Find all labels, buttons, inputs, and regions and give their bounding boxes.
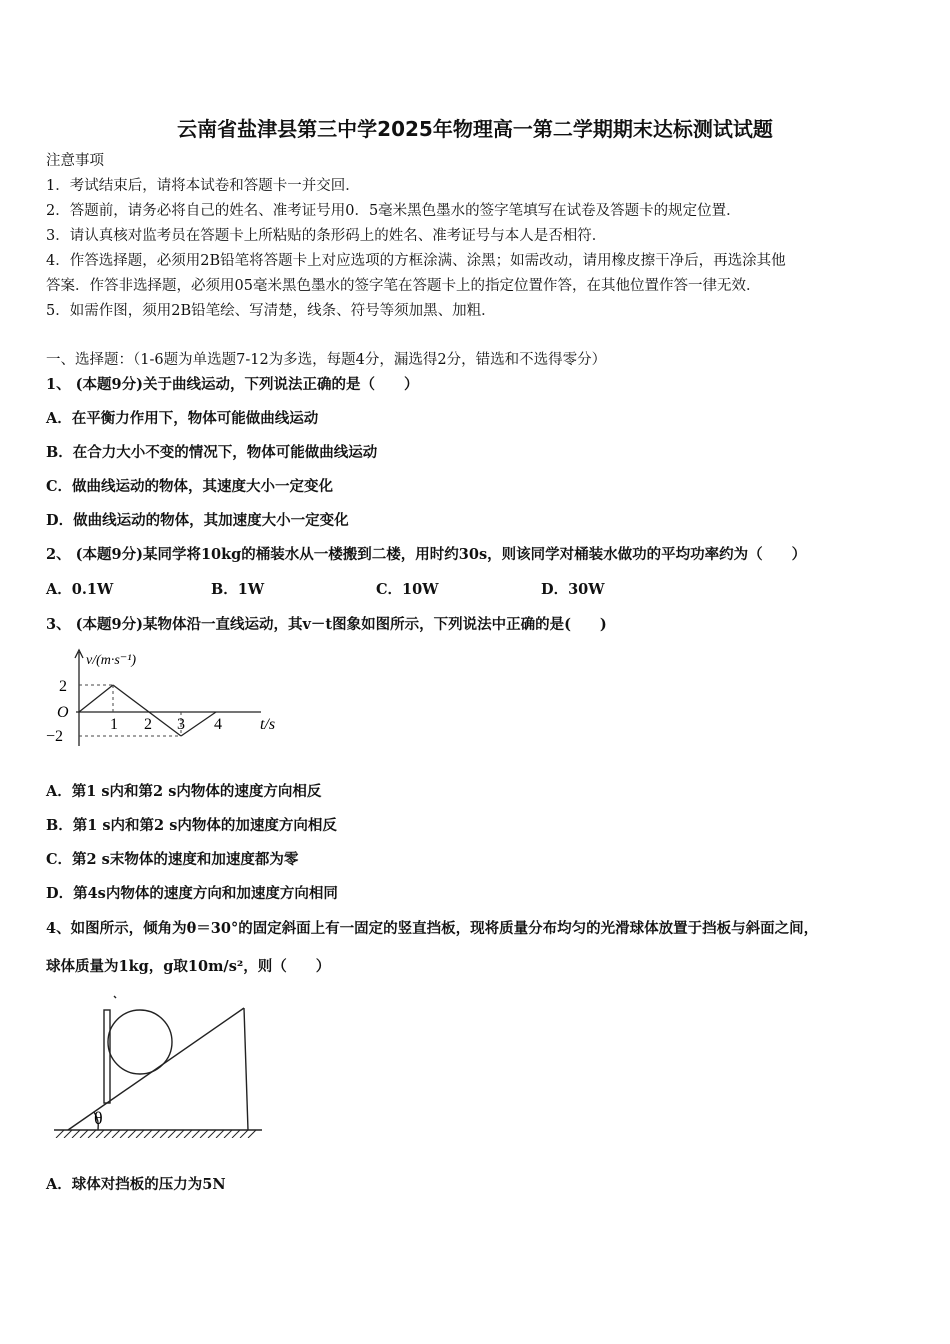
vt-line-seg-3: [181, 712, 216, 736]
graph-y-pos-label: 2: [59, 678, 67, 695]
question-4-stem-line-2: 球体质量为1kg，g取10m/s²，则（ ）: [46, 958, 331, 975]
q3-option-c: C．第2 s末物体的速度和加速度都为零: [46, 851, 299, 868]
notice-item-4: 4．作答选择题，必须用2B铅笔将答题卡上对应选项的方框涂满、涂黑；如需改动，请用橡皮擦干净后，再选涂其他: [46, 253, 786, 269]
incline-figure: [50, 990, 265, 1138]
question-3-stem: 3、 (本题9分)某物体沿一直线运动，其v－t图象如图所示，下列说法中正确的是( ): [46, 616, 607, 633]
graph-xtick-3: 3: [177, 716, 185, 733]
vt-graph: [46, 644, 296, 750]
q2-option-c: C．10W: [376, 581, 439, 598]
notice-item-2: 2．答题前，请务必将自己的姓名、准考证号用0．5毫米黑色墨水的签字笔填写在试卷及答题卡的规定位置．: [46, 203, 741, 219]
question-4-stem-line-1: 4、如图所示，倾角为θ＝30°的固定斜面上有一固定的竖直挡板，现将质量分布均匀的光滑球体放置于挡板与斜面之间，: [46, 920, 819, 937]
q2-option-d: D．30W: [541, 581, 605, 598]
incline-vertical-side: [244, 1008, 248, 1130]
graph-xtick-2: 2: [144, 716, 152, 733]
q1-option-d: D．做曲线运动的物体，其加速度大小一定变化: [46, 512, 349, 529]
question-1-stem: 1、 (本题9分)关于曲线运动，下列说法正确的是（ ）: [46, 376, 419, 393]
q4-option-a: A．球体对挡板的压力为5N: [46, 1176, 226, 1193]
notice-heading: 注意事项: [46, 153, 104, 169]
page-title: 云南省盐津县第三中学2025年物理高一第二学期期末达标测试试题: [177, 117, 773, 141]
sphere: [108, 1010, 172, 1074]
graph-y-neg-label: −2: [46, 728, 64, 745]
q2-option-b: B．1W: [211, 581, 265, 598]
q1-option-b: B．在合力大小不变的情况下，物体可能做曲线运动: [46, 444, 378, 461]
q2-option-a: A．0.1W: [46, 581, 114, 598]
graph-ylabel: v/(m·s⁻¹): [86, 653, 137, 668]
theta-label: θ: [94, 1108, 103, 1128]
q1-option-a: A．在平衡力作用下，物体可能做曲线运动: [46, 410, 319, 427]
notice-item-4-cont: 答案．作答非选择题，必须用05毫米黑色墨水的签字笔在答题卡上的指定位置作答，在其他位置作答一律无效．: [46, 278, 761, 294]
section-heading: 一、选择题：（1-6题为单选题7-12为多选，每题4分，漏选得2分，错选和不选得零分）: [46, 352, 607, 368]
q3-option-a: A．第1 s内和第2 s内物体的速度方向相反: [46, 783, 322, 800]
question-2-stem: 2、 (本题9分)某同学将10kg的桶装水从一楼搬到二楼，用时约30s，则该同学对桶装水做功的平均功率约为（ ）: [46, 546, 807, 563]
notice-item-1: 1．考试结束后，请将本试卷和答题卡一并交回．: [46, 178, 360, 194]
q3-option-d: D．第4s内物体的速度方向和加速度方向相同: [46, 885, 338, 902]
q3-option-b: B．第1 s内和第2 s内物体的加速度方向相反: [46, 817, 337, 834]
graph-origin-label: O: [57, 704, 69, 721]
graph-xtick-4: 4: [214, 716, 222, 733]
q1-option-c: C．做曲线运动的物体，其速度大小一定变化: [46, 478, 334, 495]
graph-xlabel: t/s: [260, 716, 276, 733]
vt-line-seg-1: [79, 685, 113, 712]
graph-xtick-1: 1: [110, 716, 118, 733]
vertical-baffle: [104, 1010, 110, 1103]
speck: [114, 996, 116, 998]
notice-item-3: 3．请认真核对监考员在答题卡上所粘贴的条形码上的姓名、准考证号与本人是否相符．: [46, 228, 607, 244]
notice-item-5: 5．如需作图，须用2B铅笔绘、写清楚，线条、符号等须加黑、加粗．: [46, 303, 496, 319]
